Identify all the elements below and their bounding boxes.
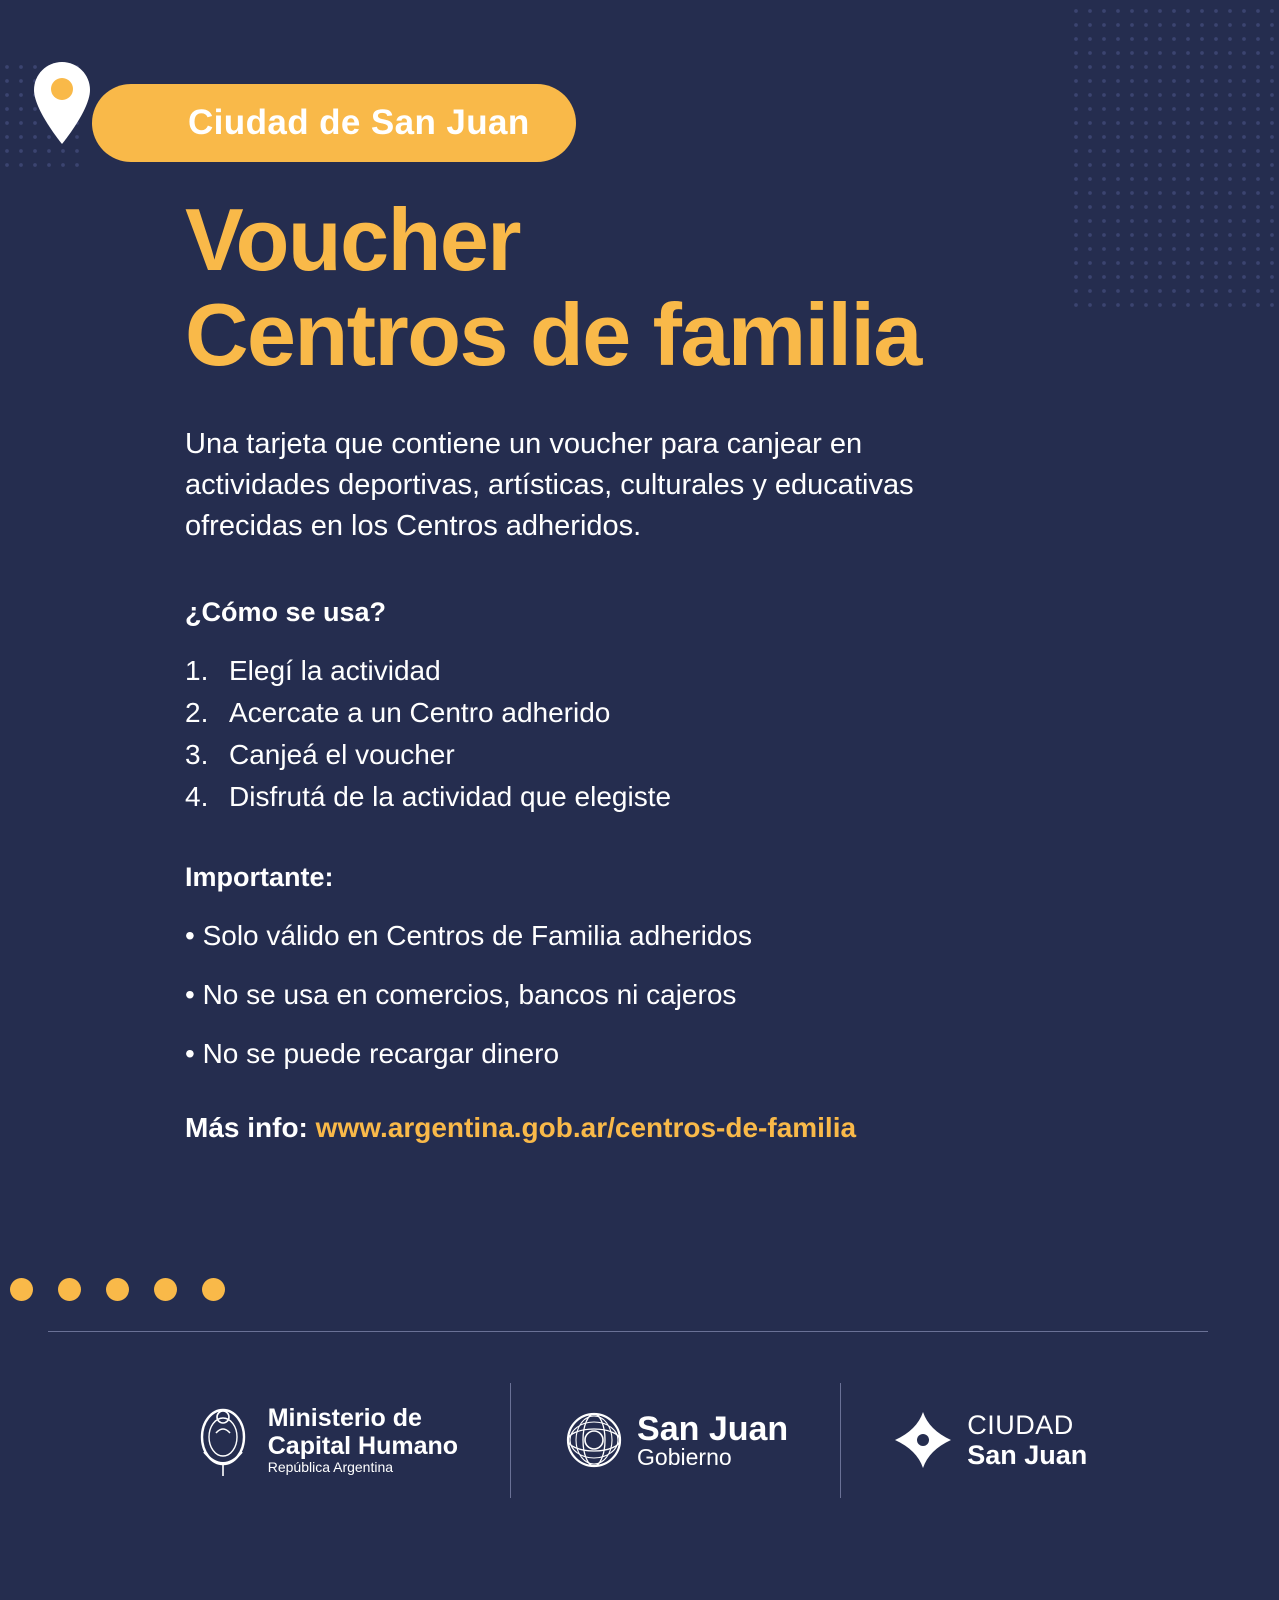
important-bullets: [185, 920, 1085, 1097]
step-number: 3.: [185, 739, 209, 770]
location-pin-icon: [34, 62, 90, 144]
city-line-2: San Juan: [967, 1440, 1088, 1470]
accent-dot: [10, 1278, 33, 1301]
step-text: Canjeá el voucher: [229, 739, 455, 770]
more-info-link[interactable]: www.argentina.gob.ar/centros-de-familia: [315, 1112, 857, 1143]
list-item: • No se usa en comercios, bancos ni cajeros: [185, 979, 737, 1010]
accent-dot: [106, 1278, 129, 1301]
accent-dot: [202, 1278, 225, 1301]
important-heading: Importante:: [185, 862, 334, 892]
footer: [0, 1370, 1279, 1510]
step-number: 4.: [185, 781, 209, 812]
san-juan-sun-icon: [563, 1409, 625, 1471]
footer-divider: [48, 1331, 1208, 1332]
list-item: • Solo válido en Centros de Familia adheridos: [185, 920, 752, 951]
ministry-label: [268, 1404, 458, 1476]
ministry-line-2: Capital Humano: [267, 1432, 459, 1461]
argentina-coat-of-arms-icon: [192, 1397, 254, 1483]
ministry-logo: [192, 1397, 458, 1483]
accent-dot: [58, 1278, 81, 1301]
title-line-2: Centros de familia: [185, 285, 921, 385]
list-item: [185, 734, 985, 776]
step-number: 2.: [185, 697, 209, 728]
city-badge-label: Ciudad de San Juan: [188, 103, 530, 142]
city-badge: [92, 84, 576, 162]
province-line-1: San Juan: [637, 1409, 789, 1448]
province-logo: [563, 1409, 788, 1471]
province-label: [637, 1409, 789, 1470]
footer-separator: [840, 1383, 841, 1498]
footer-separator: [510, 1383, 511, 1498]
more-info: [185, 1112, 856, 1144]
how-to-heading: ¿Cómo se usa?: [185, 597, 387, 627]
more-info-label: Más info:: [185, 1112, 308, 1143]
step-number: 1.: [185, 655, 209, 686]
accent-dot: [154, 1278, 177, 1301]
intro-text: Una tarjeta que contiene un voucher para canjear en actividades deportivas, artísticas, culturales y educativas ofrecidas en los Centros adheridos.: [185, 428, 914, 543]
city-line-1: CIUDAD: [967, 1409, 1074, 1440]
city-logo: [893, 1410, 1087, 1470]
list-item: • No se puede recargar dinero: [185, 1038, 560, 1069]
list-item: [185, 650, 985, 692]
step-text: Elegí la actividad: [229, 655, 441, 686]
step-text: Acercate a un Centro adherido: [229, 697, 611, 728]
ciudad-san-juan-star-icon: [893, 1410, 953, 1470]
title-line-1: Voucher: [185, 190, 521, 289]
list-item: [185, 692, 985, 734]
ministry-line-1: Ministerio de: [267, 1404, 422, 1433]
how-to-steps: [185, 650, 985, 818]
accent-dot-row: [10, 1278, 225, 1301]
list-item: [185, 776, 985, 818]
ministry-line-3: República Argentina: [267, 1459, 394, 1476]
city-label: [967, 1410, 1087, 1470]
province-line-2: Gobierno: [637, 1443, 732, 1470]
page-title: [185, 190, 1185, 385]
step-text: Disfrutá de la actividad que elegiste: [229, 781, 672, 812]
